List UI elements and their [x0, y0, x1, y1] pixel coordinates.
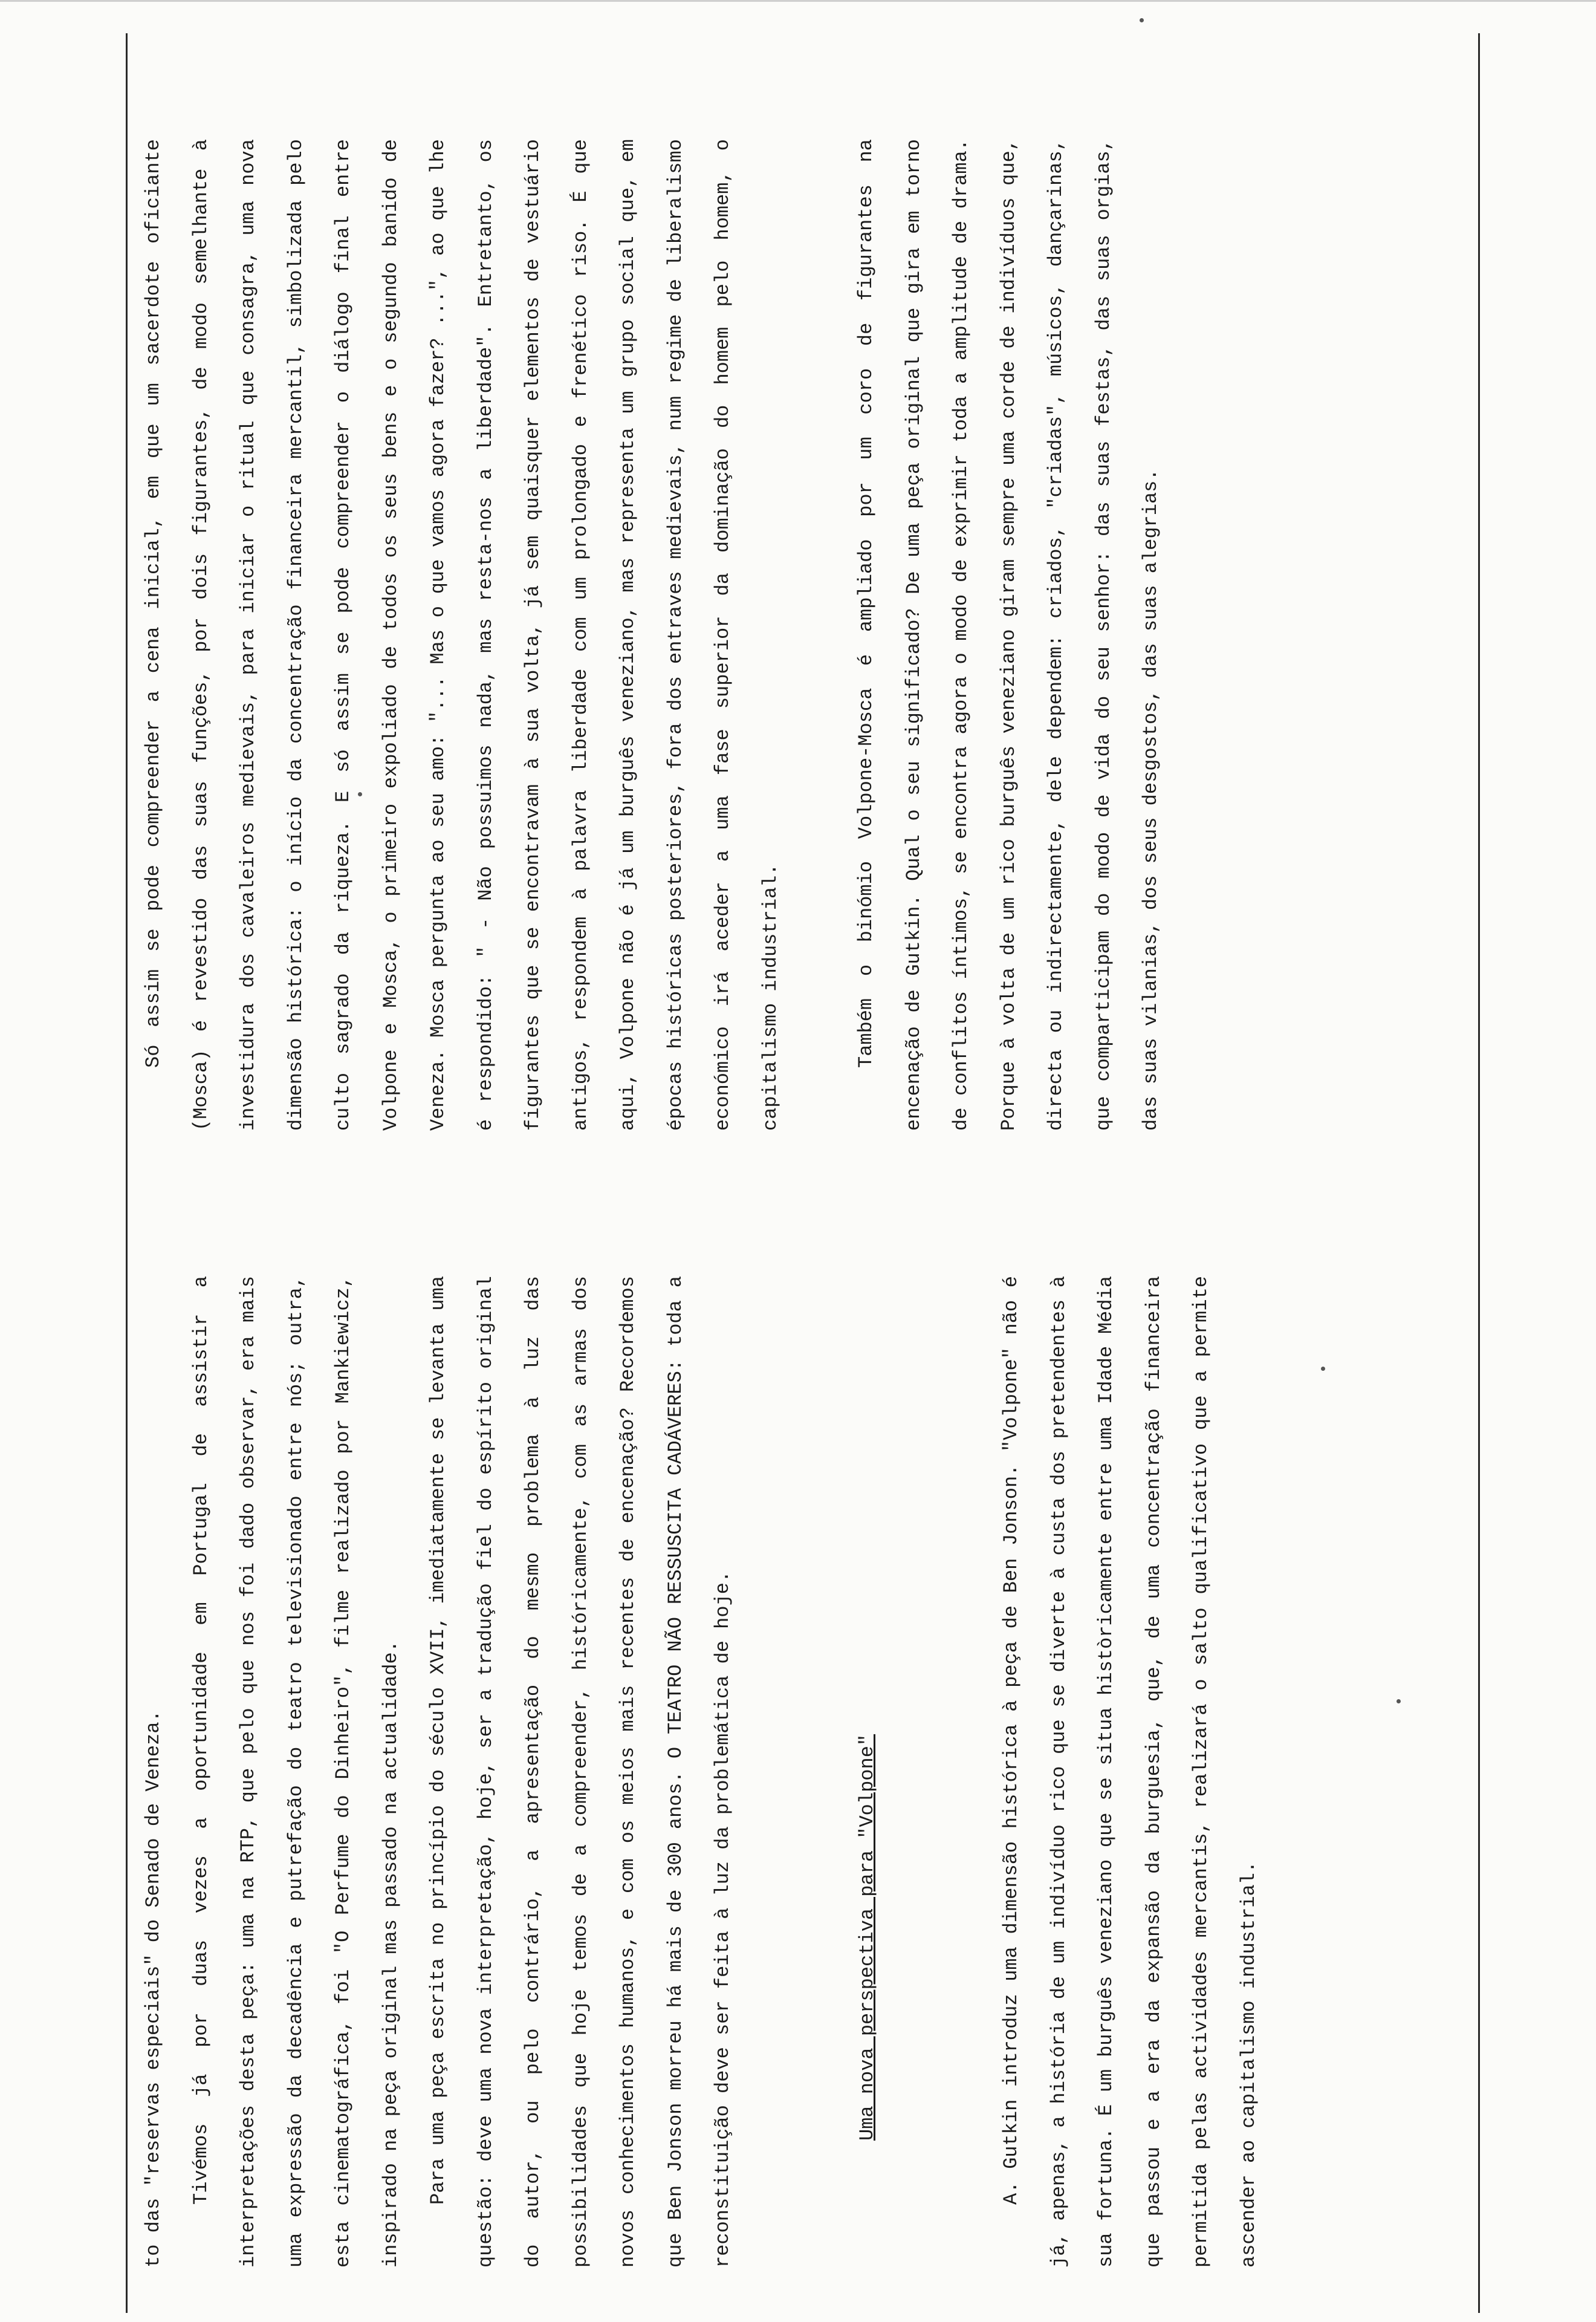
section-heading-nova-perspectiva: Uma nova perspectiva para "Volpone" [855, 1734, 878, 2141]
paragraph-xvii-century-question: Para uma peça escrita no princípio do século XVII, imediatamente se levanta uma questão: deve uma nova interpretação, hoje, ser a tradução fiel do espírito original do autor, ou pelo contrário, a apresentação do mesmo problema à luz das possibilidades que hoje temos de a compreender, históricamente, com as armas dos novos conhecimentos humanos, e com os meios mais recentes de encenação? Recordemos que Ben Jonson morreu há mais de 300 anos. O TEATRO NÃO RESSUSCITA CADÁVERES: toda a reconstituição deve ser feita à luz da problemática de hoje. [427, 1276, 734, 2268]
spacer [891, 1276, 988, 2268]
page-right-rule [1478, 33, 1480, 2313]
right-text-column [130, 139, 1175, 1131]
scan-top-edge [0, 0, 1596, 2]
paragraph-senado-continuation: to das "reservas especiais" do Senado de Veneza. [142, 1710, 164, 2268]
paragraph-cena-inicial: Só assim se pode compreender a cena inicial, em que um sacerdote oficiante (Mosca) é revestido das suas funções, por dois figurantes, de modo semelhante à investidura dos cavaleiros medievais, para iniciar o ritual que consagra, uma nova dimensão histórica: o início da concentração financeira mercantil, simbolizada pelo culto sagrado da riqueza. E só assim se pode compreender o diálogo final entre Volpone e Mosca, o primeiro expoliado de todos os seus bens e o segundo banido de Veneza. Mosca pergunta ao seu amo: "... Mas o que vamos agora fazer? ...", ao que lhe é respondido: " - Não possuimos nada, mas resta-nos a liberdade". Entretanto, os figurantes que se encontravam à sua volta, já sem quaisquer elementos de vestuário antigos, respondem à palavra liberdade com um prolongado e frenético riso. É que aqui, Volpone não é já um burguês veneziano, mas representa um grupo social que, em épocas históricas posteriores, fora dos entraves medievais, num regime de liberalismo económico irá aceder a uma fase superior da dominação do homem pelo homem, o capitalismo industrial. [142, 139, 782, 1131]
scan-speck [1140, 18, 1144, 22]
paragraph-interpretations: Tivémos já por duas vezes a oportunidade em Portugal de assistir a interpretações desta peça: uma na RTP, que pelo que nos foi dado observar, era mais uma expressão da decadência e putrefação do teatro televisionado entre nós; outra, esta cinematográfica, foi "O Perfume do Dinheiro", filme realizado por Mankiewicz, inspirado na peça original mas passado na actualidade. [189, 1276, 402, 2268]
rotated-typed-page [130, 115, 1442, 2268]
paragraph-binomio-coro: Também o binómio Volpone-Mosca é ampliado por um coro de figurantes na encenação de Gutkin. Qual o seu significado? De uma peça original que gira em torno de conflitos íntimos, se encontra agora o modo de exprimir toda a amplitude de drama. Porque à volta de um rico burguês veneziano giram sempre uma corde de indivíduos que, directa ou indirectamente, dele dependem: criados, "criadas", músicos, dançarinas, que comparticipam do modo de vida do seu senhor: das suas festas, das suas orgias, das suas vilanias, dos seus desgostos, das suas alegrias. [855, 139, 1162, 1131]
left-text-column [130, 1276, 1273, 2268]
page-left-rule [126, 33, 128, 2313]
spacer [747, 1276, 844, 2268]
paragraph-gutkin-dimension: A. Gutkin introduz uma dimensão histórica à peça de Ben Jonson. "Volpone" não é já, apenas, a história de um indivíduo rico que se diverte à custa dos pretendentes à sua fortuna. É um burguês veneziano que se situa històricamente entre uma Idade Média que passou e a era da expansão da burguesia, que, de uma concentração financeira permitida pelas actividades mercantis, realizará o salto qualificativo que a permite ascender ao capitalismo industrial. [1000, 1276, 1260, 2268]
spacer [794, 139, 843, 1131]
